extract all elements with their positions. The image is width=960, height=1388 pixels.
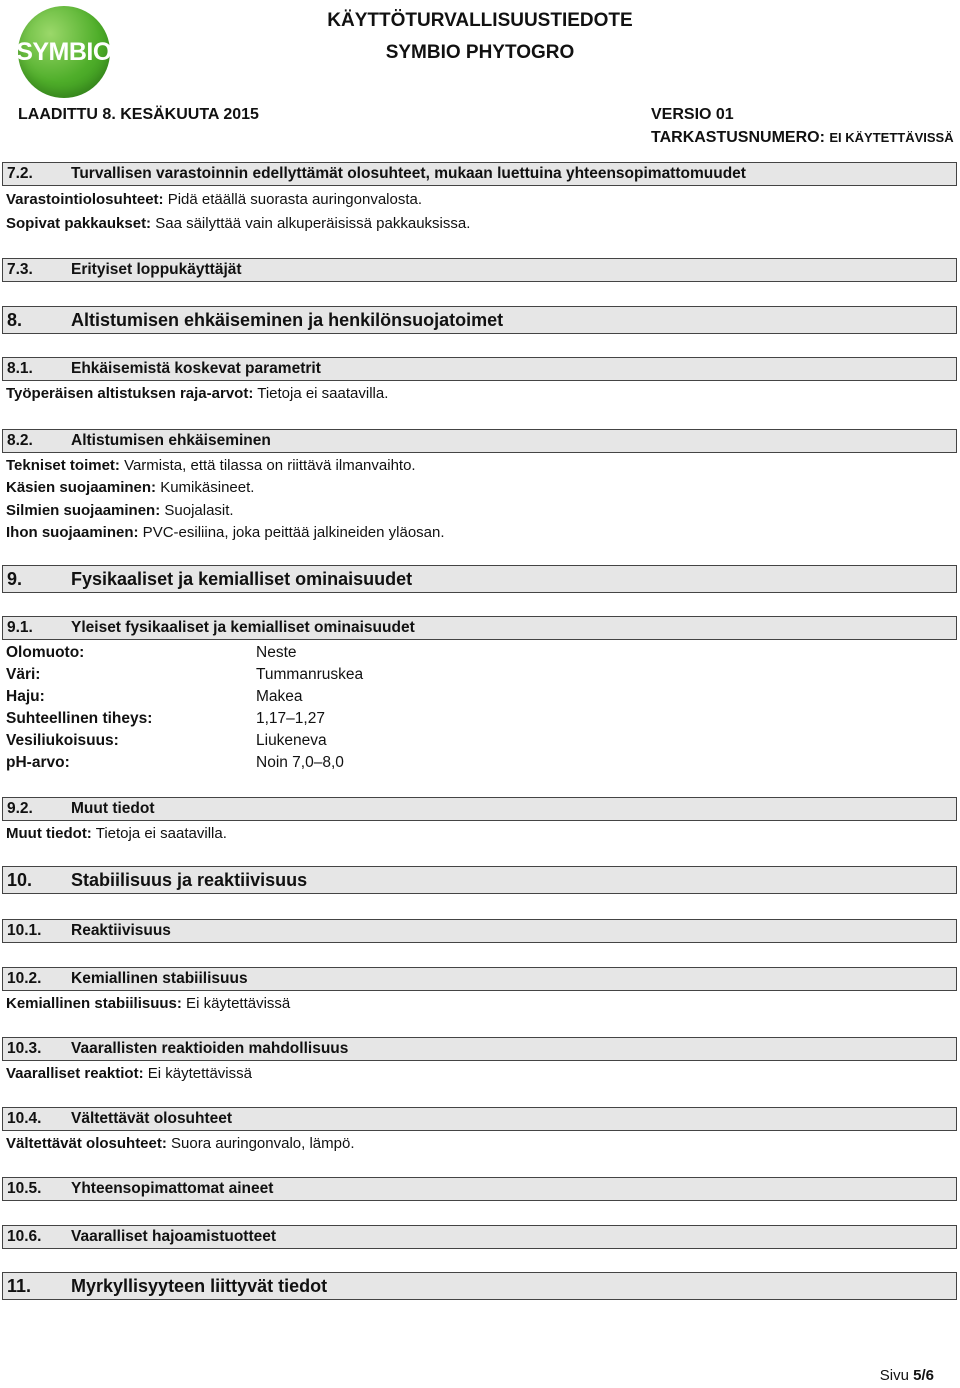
- section-title: Altistumisen ehkäiseminen ja henkilönsuojatoimet: [71, 309, 504, 330]
- revision-value: EI KÄYTETTÄVISSÄ: [829, 130, 954, 145]
- section-10-2-heading: [2, 967, 957, 991]
- property-value: Liukeneva: [256, 732, 327, 749]
- eye-protection-line: [6, 502, 234, 519]
- section-number: 9.2.: [7, 800, 33, 817]
- other-info-line: [6, 825, 227, 842]
- field-label: Sopivat pakkaukset:: [6, 215, 152, 232]
- section-number: 7.2.: [7, 165, 33, 182]
- section-7-2-heading: [2, 162, 957, 186]
- field-label: Vaaralliset reaktiot:: [6, 1065, 144, 1082]
- section-title: Kemiallinen stabiilisuus: [71, 970, 248, 987]
- field-label: Muut tiedot:: [6, 825, 92, 842]
- property-label: pH-arvo:: [6, 754, 70, 771]
- revision-number: [651, 129, 954, 147]
- revision-label: TARKASTUSNUMERO:: [651, 129, 825, 146]
- section-7-3-heading: [2, 258, 957, 282]
- section-title: Turvallisen varastoinnin edellyttämät olosuhteet, mukaan luettuina yhteensopimattomuudet: [71, 165, 746, 182]
- field-label: Tekniset toimet:: [6, 457, 120, 474]
- field-value: Tietoja ei saatavilla.: [253, 385, 389, 402]
- section-number: 8.: [7, 309, 23, 330]
- exposure-limits-line: [6, 385, 388, 402]
- section-10-4-heading: [2, 1107, 957, 1131]
- suitable-packaging-line: [6, 215, 470, 232]
- section-title: Vältettävät olosuhteet: [71, 1110, 233, 1127]
- section-number: 10.1.: [7, 922, 42, 939]
- field-value: Suora auringonvalo, lämpö.: [166, 1135, 355, 1152]
- document-title: KÄYTTÖTURVALLISUUSTIEDOTE: [327, 10, 633, 31]
- section-8-heading: [2, 306, 957, 334]
- field-label: Kemiallinen stabiilisuus:: [6, 995, 182, 1012]
- field-label: Silmien suojaaminen:: [6, 502, 161, 519]
- field-value: Ei käytettävissä: [143, 1065, 252, 1082]
- property-label: Haju:: [6, 688, 45, 705]
- field-label: Työperäisen altistuksen raja-arvot:: [6, 385, 254, 402]
- field-label: Ihon suojaaminen:: [6, 524, 139, 541]
- page-value: 5/6: [913, 1367, 934, 1384]
- hazardous-reactions-line: [6, 1065, 252, 1082]
- hand-protection-line: [6, 479, 254, 496]
- field-label: Varastointiolosuhteet:: [6, 191, 164, 208]
- field-value: Tietoja ei saatavilla.: [91, 825, 227, 842]
- field-value: Suojalasit.: [160, 502, 234, 519]
- property-label: Vesiliukoisuus:: [6, 732, 119, 749]
- field-value: Pidä etäällä suorasta auringonvalosta.: [163, 191, 423, 208]
- conditions-to-avoid-line: [6, 1135, 355, 1152]
- section-number: 10.5.: [7, 1180, 42, 1197]
- field-value: Saa säilyttää vain alkuperäisissä pakkauksissa.: [151, 215, 471, 232]
- section-number: 9.: [7, 568, 23, 589]
- field-value: Ei käytettävissä: [181, 995, 291, 1012]
- section-title: Myrkyllisyyteen liittyvät tiedot: [71, 1275, 328, 1296]
- skin-protection-line: [6, 524, 445, 541]
- property-value: Neste: [256, 644, 297, 661]
- section-title: Yhteensopimattomat aineet: [71, 1180, 274, 1197]
- section-8-2-heading: [2, 429, 957, 453]
- section-number: 10.2.: [7, 970, 42, 987]
- product-name: SYMBIO PHYTOGRO: [385, 42, 575, 63]
- section-11-heading: [2, 1272, 957, 1300]
- technical-measures-line: [6, 457, 416, 474]
- section-10-3-heading: [2, 1037, 957, 1061]
- section-title: Fysikaaliset ja kemialliset ominaisuudet: [71, 568, 413, 589]
- section-10-1-heading: [2, 919, 957, 943]
- section-9-1-heading: [2, 616, 957, 640]
- property-value: Makea: [256, 688, 303, 705]
- field-label: Käsien suojaaminen:: [6, 479, 157, 496]
- prepared-date: LAADITTU 8. KESÄKUUTA 2015: [18, 106, 259, 123]
- property-label: Väri:: [6, 666, 41, 683]
- section-9-heading: [2, 565, 957, 593]
- property-label: Suhteellinen tiheys:: [6, 710, 153, 727]
- chemical-stability-line: [6, 995, 290, 1012]
- section-title: Yleiset fysikaaliset ja kemialliset ominaisuudet: [71, 619, 415, 636]
- section-number: 9.1.: [7, 619, 33, 636]
- section-title: Ehkäisemistä koskevat parametrit: [71, 360, 321, 377]
- field-value: Kumikäsineet.: [156, 479, 255, 496]
- section-number: 7.3.: [7, 261, 33, 278]
- storage-conditions-line: [6, 191, 422, 208]
- logo-text: SYMBIO: [16, 37, 112, 66]
- section-title: Reaktiivisuus: [71, 922, 171, 939]
- field-label: Vältettävät olosuhteet:: [6, 1135, 167, 1152]
- section-title: Altistumisen ehkäiseminen: [71, 432, 271, 449]
- section-number: 10.: [7, 869, 33, 890]
- section-title: Vaarallisten reaktioiden mahdollisuus: [71, 1040, 349, 1057]
- section-number: 10.6.: [7, 1228, 42, 1245]
- section-title: Stabiilisuus ja reaktiivisuus: [71, 869, 308, 890]
- section-10-6-heading: [2, 1225, 957, 1249]
- section-title: Muut tiedot: [71, 800, 155, 817]
- version: VERSIO 01: [651, 106, 734, 123]
- section-9-2-heading: [2, 797, 957, 821]
- property-value: Noin 7,0–8,0: [256, 754, 344, 771]
- section-10-5-heading: [2, 1177, 957, 1201]
- property-label: Olomuoto:: [6, 644, 85, 661]
- field-value: PVC-esiliina, joka peittää jalkineiden yläosan.: [138, 524, 445, 541]
- section-number: 11.: [7, 1275, 32, 1296]
- section-number: 8.1.: [7, 360, 33, 377]
- page-label: Sivu: [879, 1367, 914, 1384]
- property-value: Tummanruskea: [256, 666, 364, 683]
- section-number: 8.2.: [7, 432, 33, 449]
- section-8-1-heading: [2, 357, 957, 381]
- property-value: 1,17–1,27: [256, 710, 325, 727]
- section-title: Vaaralliset hajoamistuotteet: [71, 1228, 277, 1245]
- section-number: 10.4.: [7, 1110, 42, 1127]
- section-title: Erityiset loppukäyttäjät: [71, 261, 242, 278]
- page-number: [880, 1367, 934, 1384]
- section-number: 10.3.: [7, 1040, 42, 1057]
- field-value: Varmista, että tilassa on riittävä ilmanvaihto.: [119, 457, 416, 474]
- section-10-heading: [2, 866, 957, 894]
